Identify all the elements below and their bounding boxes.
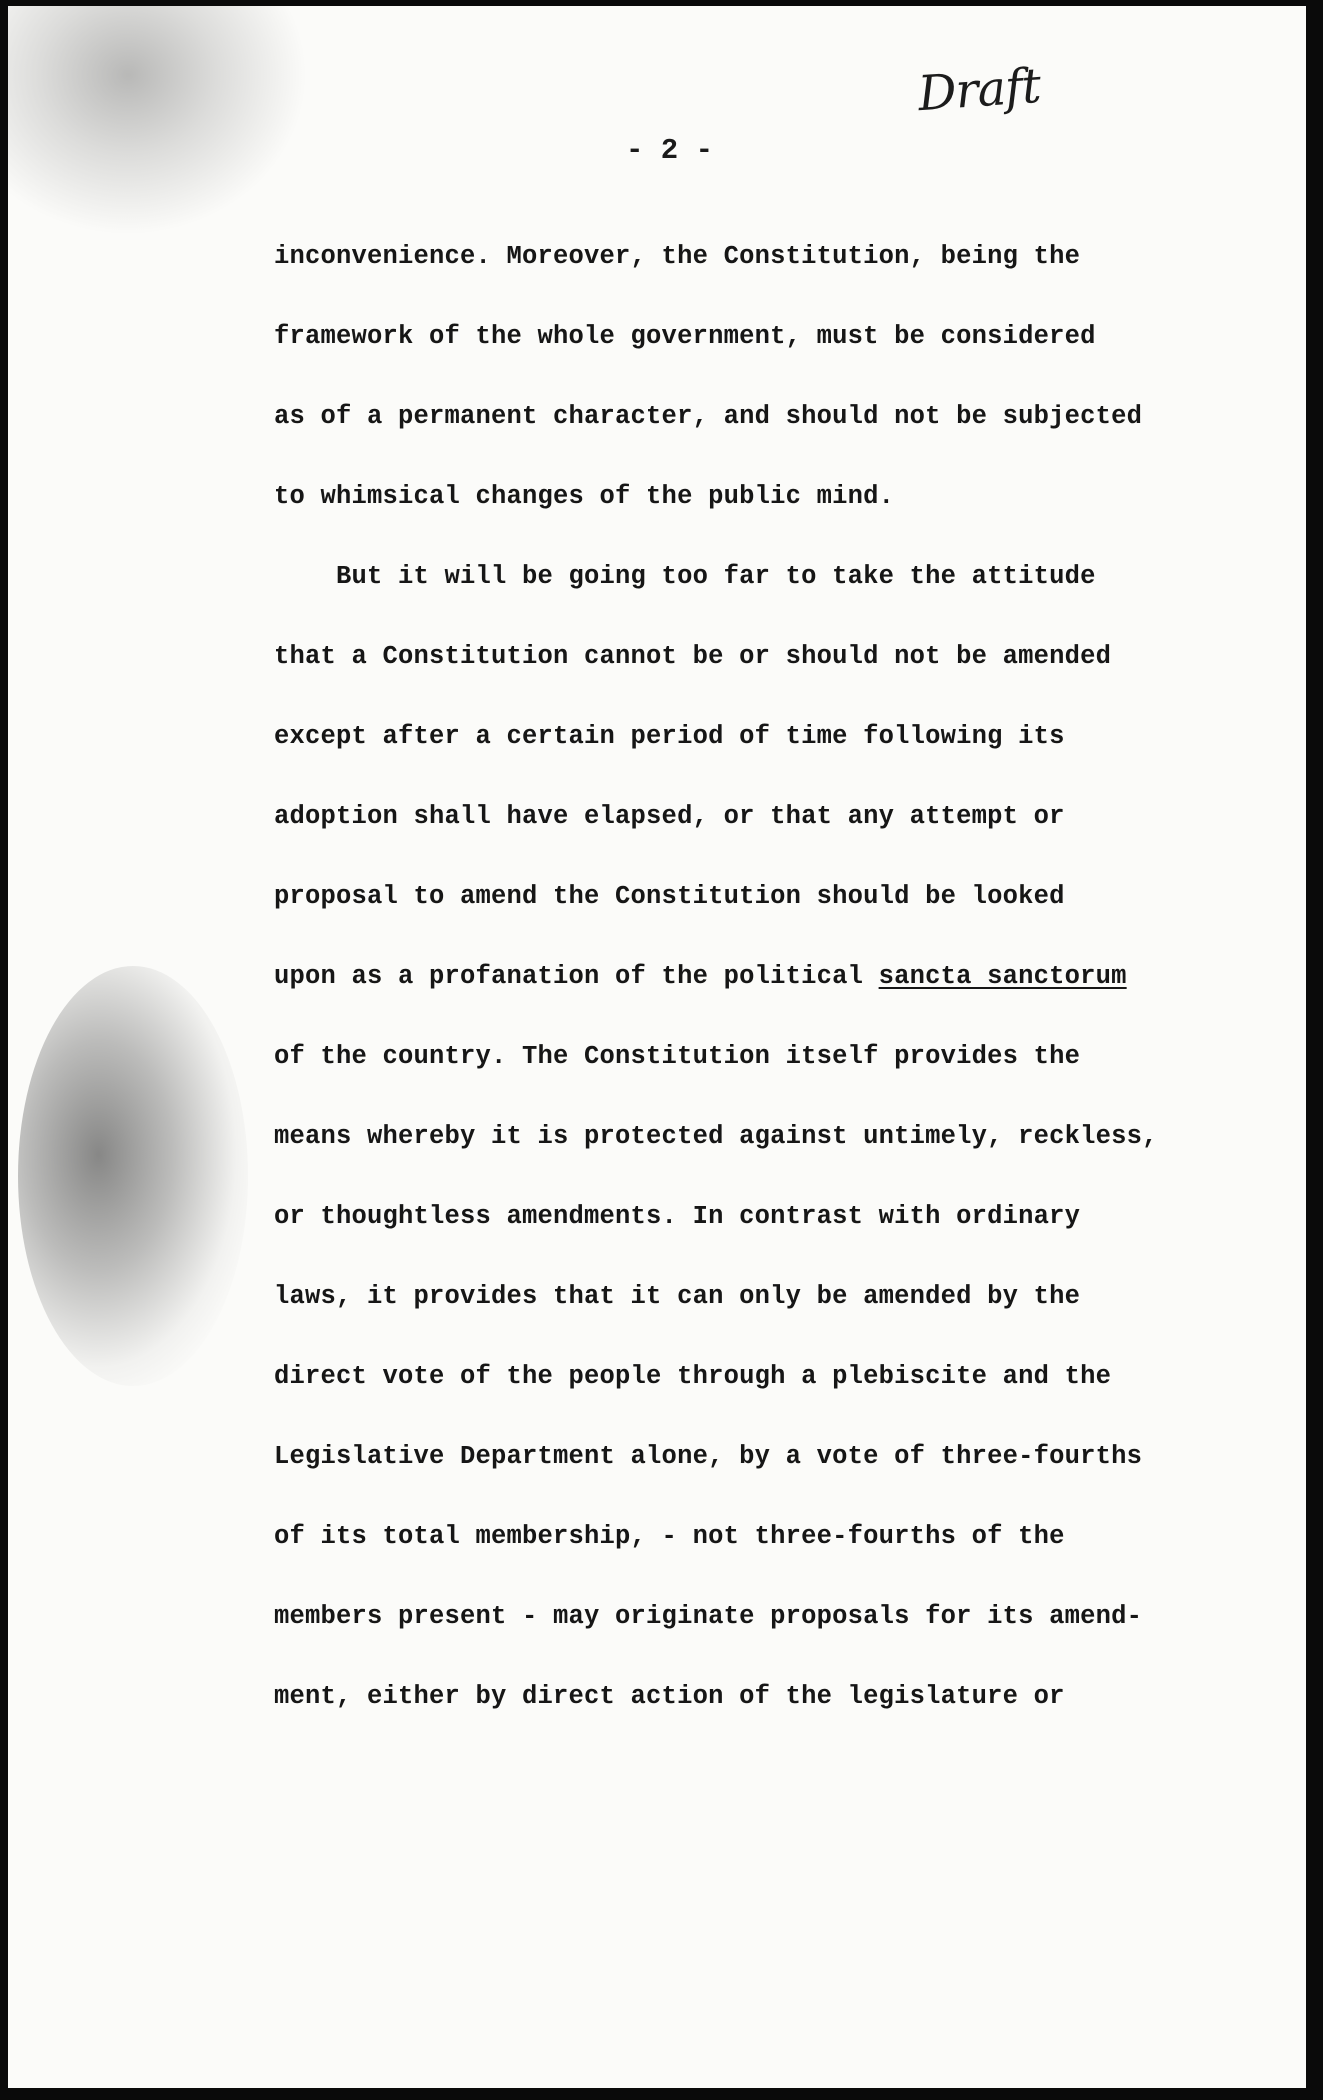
- text-line: laws, it provides that it can only be amended by the: [274, 1282, 1081, 1311]
- text-line: ment, either by direct action of the legislature or: [274, 1682, 1065, 1711]
- text-line-start: upon as a profanation of the political: [274, 962, 879, 991]
- text-line: direct vote of the people through a plebiscite and the: [274, 1362, 1112, 1391]
- text-line: that a Constitution cannot be or should not be amended: [274, 642, 1112, 671]
- text-line: [274, 962, 1127, 991]
- text-line: of the country. The Constitution itself provides the: [274, 1042, 1081, 1071]
- stain-mark: [18, 966, 248, 1386]
- page-number: - 2 -: [626, 134, 714, 167]
- ink-smudge: [8, 6, 308, 236]
- text-line: adoption shall have elapsed, or that any attempt or: [274, 802, 1065, 831]
- underlined-phrase: sancta sanctorum: [878, 962, 1127, 991]
- text-line: except after a certain period of time following its: [274, 722, 1065, 751]
- handwritten-note: Draft: [916, 57, 1042, 123]
- text-line: means whereby it is protected against untimely, reckless,: [274, 1122, 1158, 1151]
- text-line: proposal to amend the Constitution should be looked: [274, 882, 1065, 911]
- document-page: [8, 6, 1306, 2088]
- text-line: But it will be going too far to take the attitude: [274, 562, 1096, 591]
- text-line: as of a permanent character, and should not be subjected: [274, 402, 1143, 431]
- text-line: framework of the whole government, must be considered: [274, 322, 1096, 351]
- text-line: of its total membership, - not three-fourths of the: [274, 1522, 1065, 1551]
- text-line: inconvenience. Moreover, the Constitution, being the: [274, 242, 1081, 271]
- text-line: to whimsical changes of the public mind.: [274, 482, 895, 511]
- text-line: Legislative Department alone, by a vote of three-fourths: [274, 1442, 1143, 1471]
- text-line: members present - may originate proposals for its amend-: [274, 1602, 1143, 1631]
- text-line: or thoughtless amendments. In contrast with ordinary: [274, 1202, 1081, 1231]
